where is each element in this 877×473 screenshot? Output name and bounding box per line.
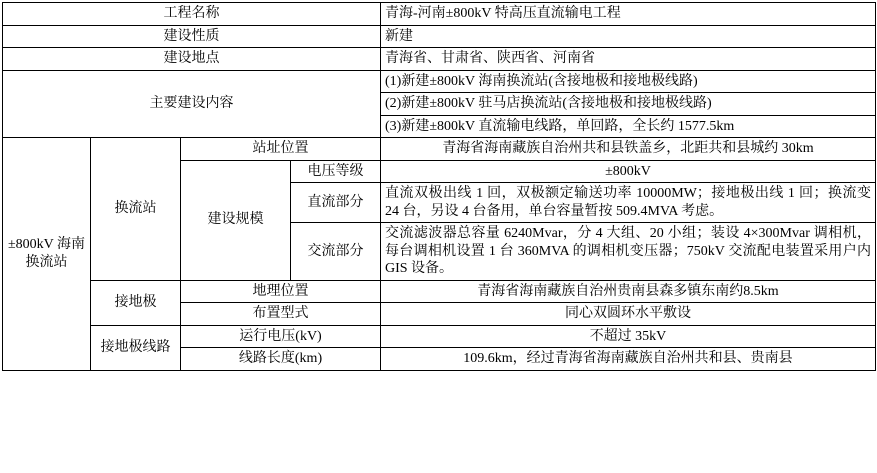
construction-nature-label: 建设性质 (3, 25, 381, 48)
layout-type-value: 同心双圆环水平敷设 (381, 303, 876, 326)
geo-location-value: 青海省海南藏族自治州贵南县森多镇东南约8.5km (381, 280, 876, 303)
construction-scale-label: 建设规模 (181, 160, 291, 280)
main-content-item-3: (3)新建±800kV 直流输电线路，单回路，全长约 1577.5km (381, 115, 876, 138)
voltage-level-label: 电压等级 (291, 160, 381, 183)
site-location-label: 站址位置 (181, 138, 381, 161)
line-length-label: 线路长度(km) (181, 348, 381, 371)
project-name-value: 青海-河南±800kV 特高压直流输电工程 (381, 3, 876, 26)
dc-part-label: 直流部分 (291, 183, 381, 223)
main-content-label: 主要建设内容 (3, 70, 381, 138)
construction-site-value: 青海省、甘肃省、陕西省、河南省 (381, 48, 876, 71)
dc-part-value: 直流双极出线 1 回，双极额定输送功率 10000MW；接地极出线 1 回；换流变 24 台，另设 4 台备用，单台容量暂按 509.4MVA 考虑。 (381, 183, 876, 223)
site-location-value: 青海省海南藏族自治州共和县铁盖乡，北距共和县城约 30km (381, 138, 876, 161)
table-row (3, 25, 876, 48)
converter-station-label: 换流站 (91, 138, 181, 281)
main-content-item-1: (1)新建±800kV 海南换流站(含接地极和接地极线路) (381, 70, 876, 93)
table-row (3, 280, 876, 303)
table-row (3, 70, 876, 93)
table-row (3, 3, 876, 26)
ac-part-label: 交流部分 (291, 223, 381, 281)
construction-site-label: 建设地点 (3, 48, 381, 71)
construction-nature-value: 新建 (381, 25, 876, 48)
table-row (3, 325, 876, 348)
project-name-label: 工程名称 (3, 3, 381, 26)
layout-type-label: 布置型式 (181, 303, 381, 326)
main-content-item-2: (2)新建±800kV 驻马店换流站(含接地极和接地极线路) (381, 93, 876, 116)
table-row (3, 138, 876, 161)
table-row (3, 48, 876, 71)
voltage-level-value: ±800kV (381, 160, 876, 183)
operating-voltage-value: 不超过 35kV (381, 325, 876, 348)
operating-voltage-label: 运行电压(kV) (181, 325, 381, 348)
grounding-electrode-label: 接地极 (91, 280, 181, 325)
station-group-label: ±800kV 海南换流站 (3, 138, 91, 371)
ac-part-value: 交流滤波器总容量 6240Mvar，分 4 大组、20 小组；装设 4×300Mvar 调相机，每台调相机设置 1 台 360MVA 的调相机变压器；750kV 交流配电装置采用户内 GIS 设备。 (381, 223, 876, 281)
grounding-line-label: 接地极线路 (91, 325, 181, 370)
project-overview-table (2, 2, 876, 371)
geo-location-label: 地理位置 (181, 280, 381, 303)
line-length-value: 109.6km，经过青海省海南藏族自治州共和县、贵南县 (381, 348, 876, 371)
